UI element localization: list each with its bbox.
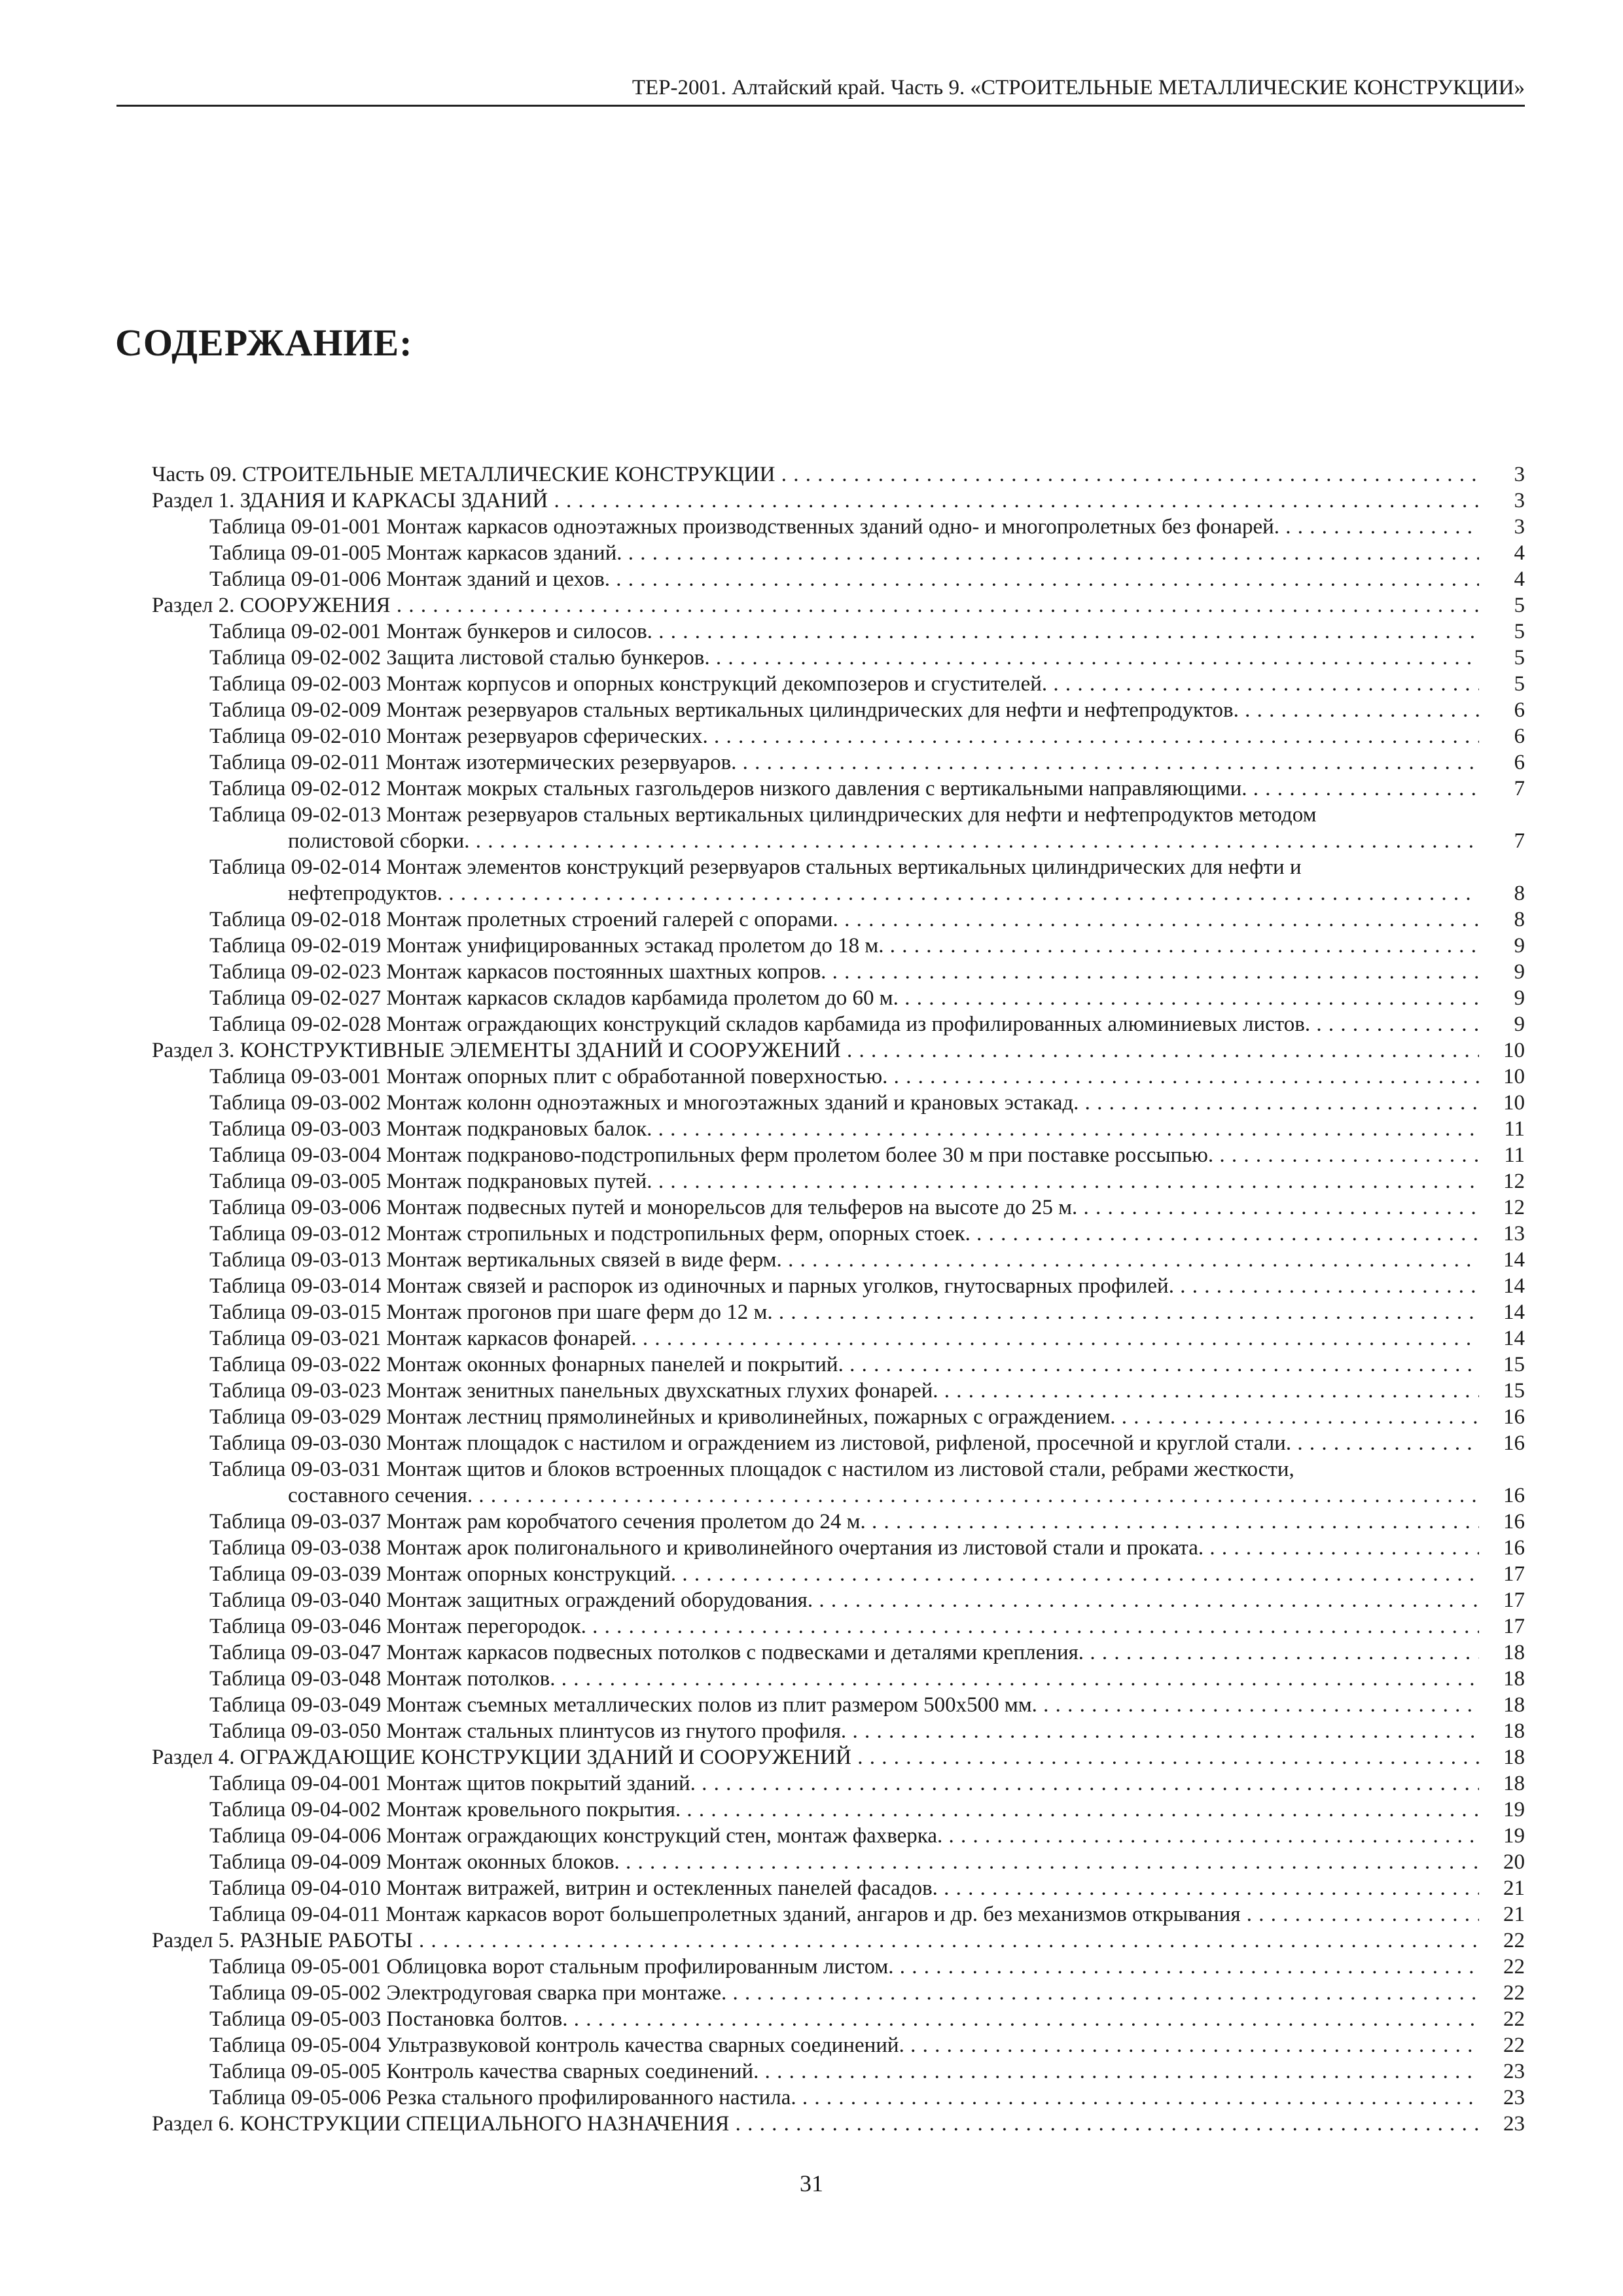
toc-entry-title: Раздел 6. КОНСТРУКЦИИ СПЕЦИАЛЬНОГО НАЗНАЧЕНИЯ . . . xyxy=(152,2111,1479,2137)
toc-page-number: 8 xyxy=(1479,906,1525,933)
toc-page-number: 4 xyxy=(1479,540,1525,566)
toc-table-entry[interactable] xyxy=(152,1797,1525,1823)
toc-page-number: 21 xyxy=(1479,1875,1525,1901)
toc-table-entry[interactable] xyxy=(152,619,1525,645)
toc-page-number: 7 xyxy=(1479,776,1525,802)
toc-entry-title: Таблица 09-02-011 Монтаж изотермических резервуаров. . . . xyxy=(209,749,1479,776)
toc-page-number: 19 xyxy=(1479,1797,1525,1823)
toc-table-entry[interactable] xyxy=(152,540,1525,566)
toc-page-number: 16 xyxy=(1479,1509,1525,1535)
toc-page-number: 10 xyxy=(1479,1090,1525,1116)
toc-page-number: 17 xyxy=(1479,1587,1525,1613)
toc-entry-title: Таблица 09-01-006 Монтаж зданий и цехов. . . . xyxy=(209,566,1479,592)
toc-page-number: 9 xyxy=(1479,959,1525,985)
toc-page-number: 23 xyxy=(1479,2058,1525,2085)
toc-table-entry[interactable] xyxy=(152,1535,1525,1561)
toc-table-entry[interactable] xyxy=(152,802,1525,854)
toc-table-entry[interactable] xyxy=(152,1613,1525,1640)
toc-entry-title: Таблица 09-01-005 Монтаж каркасов зданий. . . . xyxy=(209,540,1479,566)
toc-page-number: 18 xyxy=(1479,1718,1525,1744)
toc-table-entry[interactable] xyxy=(152,1666,1525,1692)
toc-table-entry[interactable] xyxy=(152,933,1525,959)
toc-entry-title: Таблица 09-03-030 Монтаж площадок с настилом и ограждением из листовой, рифленой, просечной и круглой стали. . . . xyxy=(209,1430,1479,1456)
toc-entry-title: Таблица 09-05-004 Ультразвуковой контроль качества сварных соединений. . . . xyxy=(209,2032,1479,2058)
toc-table-entry[interactable] xyxy=(152,2032,1525,2058)
toc-table-entry[interactable] xyxy=(152,1456,1525,1509)
toc-table-entry[interactable] xyxy=(152,1430,1525,1456)
toc-entry-title: Таблица 09-03-050 Монтаж стальных плинтусов из гнутого профиля. . . . xyxy=(209,1718,1479,1744)
toc-section-entry[interactable] xyxy=(152,1928,1525,1954)
toc-entry-title: Таблица 09-03-023 Монтаж зенитных панельных двухскатных глухих фонарей. . . . xyxy=(209,1378,1479,1404)
toc-page-number: 3 xyxy=(1479,488,1525,514)
toc-page-number: 5 xyxy=(1479,592,1525,619)
toc-page-number: 16 xyxy=(1479,1482,1525,1509)
toc-page-number: 22 xyxy=(1479,1980,1525,2006)
toc-entry-title: Таблица 09-05-006 Резка стального профилированного настила. . . . xyxy=(209,2085,1479,2111)
toc-section-entry[interactable] xyxy=(152,592,1525,619)
toc-entry-title: Таблица 09-05-001 Облицовка ворот стальным профилированным листом. . . . xyxy=(209,1954,1479,1980)
toc-table-entry[interactable] xyxy=(152,1090,1525,1116)
toc-page-number: 11 xyxy=(1479,1142,1525,1168)
toc-entry-title: Таблица 09-03-029 Монтаж лестниц прямолинейных и криволинейных, пожарных с ограждением. . . . xyxy=(209,1404,1479,1430)
toc-table-entry[interactable] xyxy=(152,985,1525,1011)
toc-table-entry[interactable] xyxy=(152,1509,1525,1535)
toc-table-entry[interactable] xyxy=(152,2006,1525,2032)
toc-page-number: 22 xyxy=(1479,1928,1525,1954)
toc-entry-title: Таблица 09-05-005 Контроль качества сварных соединений. . . . xyxy=(209,2058,1479,2085)
toc-entry-title: Таблица 09-03-013 Монтаж вертикальных связей в виде ферм. . . . xyxy=(209,1247,1479,1273)
toc-table-entry[interactable] xyxy=(152,671,1525,697)
toc-entry-title: Таблица 09-03-039 Монтаж опорных конструкций. . . . xyxy=(209,1561,1479,1587)
toc-table-entry[interactable] xyxy=(152,1718,1525,1744)
toc-entry-title: Таблица 09-03-040 Монтаж защитных ограждений оборудования. . . . xyxy=(209,1587,1479,1613)
toc-entry-title: Таблица 09-03-003 Монтаж подкрановых балок. . . . xyxy=(209,1116,1479,1142)
toc-page-number: 17 xyxy=(1479,1561,1525,1587)
toc-entry-title: Таблица 09-02-003 Монтаж корпусов и опорных конструкций декомпозеров и сгустителей. . . . xyxy=(209,671,1479,697)
toc-entry-title: Таблица 09-04-009 Монтаж оконных блоков. . . . xyxy=(209,1849,1479,1875)
toc-table-entry[interactable] xyxy=(152,1299,1525,1325)
toc-table-entry[interactable] xyxy=(152,1325,1525,1352)
toc-page-number: 15 xyxy=(1479,1352,1525,1378)
toc-table-entry[interactable] xyxy=(152,1640,1525,1666)
toc-entry-title: Таблица 09-02-010 Монтаж резервуаров сферических. . . . xyxy=(209,723,1479,749)
toc-entry-title: Таблица 09-03-004 Монтаж подкраново-подстропильных ферм пролетом более 30 м при поставке россыпью. . . . xyxy=(209,1142,1479,1168)
toc-page-number: 7 xyxy=(1479,828,1525,854)
toc-page-number: 8 xyxy=(1479,880,1525,906)
toc-page-number: 6 xyxy=(1479,749,1525,776)
toc-page-number: 5 xyxy=(1479,671,1525,697)
toc-page-number: 23 xyxy=(1479,2085,1525,2111)
toc-table-entry[interactable] xyxy=(152,1404,1525,1430)
toc-page-number: 10 xyxy=(1479,1064,1525,1090)
running-header: ТЕР-2001. Алтайский край. Часть 9. «СТРОИТЕЛЬНЫЕ МЕТАЛЛИЧЕСКИЕ КОНСТРУКЦИИ» xyxy=(116,71,1525,107)
toc-page-number: 17 xyxy=(1479,1613,1525,1640)
toc-table-entry[interactable] xyxy=(152,723,1525,749)
toc-page-number: 16 xyxy=(1479,1535,1525,1561)
toc-entry-title: Таблица 09-02-002 Защита листовой сталью бункеров. . . . xyxy=(209,645,1479,671)
toc-entry-title-continuation: полистовой сборки. . . . xyxy=(209,828,1479,854)
toc-entry-title: Таблица 09-04-006 Монтаж ограждающих конструкций стен, монтаж фахверка. . . . xyxy=(209,1823,1479,1849)
toc-entry-title: Таблица 09-03-038 Монтаж арок полигонального и криволинейного очертания из листовой стали и проката. . . . xyxy=(209,1535,1479,1561)
toc-page-number: 18 xyxy=(1479,1640,1525,1666)
toc-entry-title: Таблица 09-03-047 Монтаж каркасов подвесных потолков с подвесками и деталями крепления. . . . xyxy=(209,1640,1479,1666)
toc-entry-title: Таблица 09-04-002 Монтаж кровельного покрытия. . . . xyxy=(209,1797,1479,1823)
toc-page-number: 16 xyxy=(1479,1430,1525,1456)
toc-entry-title: Раздел 4. ОГРАЖДАЮЩИЕ КОНСТРУКЦИИ ЗДАНИЙ И СООРУЖЕНИЙ . . . xyxy=(152,1744,1479,1770)
toc-table-entry[interactable] xyxy=(152,776,1525,802)
toc-page-number: 19 xyxy=(1479,1823,1525,1849)
toc-entry-title: Раздел 5. РАЗНЫЕ РАБОТЫ . . . xyxy=(152,1928,1479,1954)
toc-section-entry[interactable] xyxy=(152,1744,1525,1770)
toc-page-number: 14 xyxy=(1479,1273,1525,1299)
toc-page-number: 14 xyxy=(1479,1325,1525,1352)
toc-page-number: 13 xyxy=(1479,1221,1525,1247)
toc-entry-title: Таблица 09-01-001 Монтаж каркасов одноэтажных производственных зданий одно- и многопролетных без фонарей. . . . xyxy=(209,514,1479,540)
toc-page-number: 6 xyxy=(1479,723,1525,749)
toc-entry-title: Таблица 09-04-001 Монтаж щитов покрытий зданий. . . . xyxy=(209,1770,1479,1797)
toc-table-entry[interactable] xyxy=(152,566,1525,592)
toc-entry-title: Таблица 09-02-027 Монтаж каркасов складов карбамида пролетом до 60 м. . . . xyxy=(209,985,1479,1011)
toc-table-entry[interactable] xyxy=(152,2058,1525,2085)
toc-page-number: 14 xyxy=(1479,1247,1525,1273)
toc-entry-title: Таблица 09-02-001 Монтаж бункеров и силосов. . . . xyxy=(209,619,1479,645)
toc-table-entry[interactable] xyxy=(152,1849,1525,1875)
toc-entry-title: Таблица 09-03-015 Монтаж прогонов при шаге ферм до 12 м. . . . xyxy=(209,1299,1479,1325)
toc-entry-title: Раздел 3. КОНСТРУКТИВНЫЕ ЭЛЕМЕНТЫ ЗДАНИЙ И СООРУЖЕНИЙ . . . xyxy=(152,1037,1479,1064)
page-number: 31 xyxy=(800,2170,823,2197)
toc-entry-title: Часть 09. СТРОИТЕЛЬНЫЕ МЕТАЛЛИЧЕСКИЕ КОНСТРУКЦИИ . . . xyxy=(152,461,1479,488)
toc-entry-title: Таблица 09-02-013 Монтаж резервуаров стальных вертикальных цилиндрических для нефти и нефтепродуктов методом xyxy=(209,803,1317,827)
toc-section-entry[interactable] xyxy=(152,461,1525,488)
toc-entry-title: Таблица 09-02-023 Монтаж каркасов постоянных шахтных копров. . . . xyxy=(209,959,1479,985)
toc-table-entry[interactable] xyxy=(152,1692,1525,1718)
toc-page-number: 18 xyxy=(1479,1770,1525,1797)
toc-entry-title: Таблица 09-03-001 Монтаж опорных плит с обработанной поверхностью. . . . xyxy=(209,1064,1479,1090)
toc-entry-title: Таблица 09-03-048 Монтаж потолков. . . . xyxy=(209,1666,1479,1692)
toc-page-number: 16 xyxy=(1479,1404,1525,1430)
toc-entry-title: Таблица 09-02-018 Монтаж пролетных строений галерей с опорами. . . . xyxy=(209,906,1479,933)
toc-page-number: 5 xyxy=(1479,645,1525,671)
toc-entry-title: Таблица 09-05-003 Постановка болтов. . . . xyxy=(209,2006,1479,2032)
toc-entry-title: Таблица 09-04-011 Монтаж каркасов ворот большепролетных зданий, ангаров и др. без механизмов открывания . . . xyxy=(209,1901,1479,1928)
toc-table-entry[interactable] xyxy=(152,1064,1525,1090)
toc-table-entry[interactable] xyxy=(152,1875,1525,1901)
toc-table-entry[interactable] xyxy=(152,749,1525,776)
toc-table-entry[interactable] xyxy=(152,906,1525,933)
toc-entry-title: Таблица 09-02-028 Монтаж ограждающих конструкций складов карбамида из профилированных алюминиевых листов. . . . xyxy=(209,1011,1479,1037)
toc-page-number: 3 xyxy=(1479,514,1525,540)
toc-table-entry[interactable] xyxy=(152,1901,1525,1928)
toc-table-entry[interactable] xyxy=(152,697,1525,723)
toc-table-entry[interactable] xyxy=(152,1273,1525,1299)
toc-entry-title-continuation: составного сечения. . . . xyxy=(209,1482,1479,1509)
toc-entry-title: Раздел 2. СООРУЖЕНИЯ . . . xyxy=(152,592,1479,619)
toc-page-number: 12 xyxy=(1479,1168,1525,1194)
toc-page-number: 18 xyxy=(1479,1744,1525,1770)
toc-page-number: 22 xyxy=(1479,1954,1525,1980)
toc-table-entry[interactable] xyxy=(152,1142,1525,1168)
toc-section-entry[interactable] xyxy=(152,488,1525,514)
toc-page-number: 11 xyxy=(1479,1116,1525,1142)
toc-table-entry[interactable] xyxy=(152,1378,1525,1404)
toc-section-entry[interactable] xyxy=(152,2111,1525,2137)
toc-entry-title: Таблица 09-03-049 Монтаж съемных металлических полов из плит размером 500х500 мм. . . . xyxy=(209,1692,1479,1718)
toc-page-number: 22 xyxy=(1479,2006,1525,2032)
toc-table-entry[interactable] xyxy=(152,1561,1525,1587)
toc-page-number: 18 xyxy=(1479,1666,1525,1692)
toc-page-number: 14 xyxy=(1479,1299,1525,1325)
toc-page-number: 20 xyxy=(1479,1849,1525,1875)
toc-entry-title: Таблица 09-04-010 Монтаж витражей, витрин и остекленных панелей фасадов. . . . xyxy=(209,1875,1479,1901)
page-title: СОДЕРЖАНИЕ: xyxy=(115,321,413,364)
table-of-contents xyxy=(152,461,1525,2137)
toc-table-entry[interactable] xyxy=(152,645,1525,671)
toc-page-number: 3 xyxy=(1479,461,1525,488)
toc-entry-title-continuation: нефтепродуктов. . . . xyxy=(209,880,1479,906)
toc-table-entry[interactable] xyxy=(152,1116,1525,1142)
toc-table-entry[interactable] xyxy=(152,1168,1525,1194)
toc-entry-title: Таблица 09-02-009 Монтаж резервуаров стальных вертикальных цилиндрических для нефти и нефтепродуктов. . . . xyxy=(209,697,1479,723)
toc-page-number: 9 xyxy=(1479,985,1525,1011)
toc-entry-title: Таблица 09-03-021 Монтаж каркасов фонарей. . . . xyxy=(209,1325,1479,1352)
toc-page-number: 15 xyxy=(1479,1378,1525,1404)
toc-entry-title: Таблица 09-03-046 Монтаж перегородок. . . . xyxy=(209,1613,1479,1640)
toc-page-number: 21 xyxy=(1479,1901,1525,1928)
toc-page-number: 10 xyxy=(1479,1037,1525,1064)
toc-page-number: 9 xyxy=(1479,933,1525,959)
toc-entry-title: Таблица 09-03-002 Монтаж колонн одноэтажных и многоэтажных зданий и крановых эстакад. . . . xyxy=(209,1090,1479,1116)
toc-table-entry[interactable] xyxy=(152,1011,1525,1037)
toc-entry-title: Таблица 09-02-012 Монтаж мокрых стальных газгольдеров низкого давления с вертикальными направляющими. . . . xyxy=(209,776,1479,802)
toc-table-entry[interactable] xyxy=(152,1247,1525,1273)
toc-entry-title: Таблица 09-03-014 Монтаж связей и распорок из одиночных и парных уголков, гнутосварных профилей. . . . xyxy=(209,1273,1479,1299)
toc-entry-title: Таблица 09-03-006 Монтаж подвесных путей и монорельсов для тельферов на высоте до 25 м. . . . xyxy=(209,1194,1479,1221)
toc-page-number: 5 xyxy=(1479,619,1525,645)
toc-entry-title: Таблица 09-03-037 Монтаж рам коробчатого сечения пролетом до 24 м. . . . xyxy=(209,1509,1479,1535)
toc-page-number: 18 xyxy=(1479,1692,1525,1718)
toc-table-entry[interactable] xyxy=(152,854,1525,906)
toc-table-entry[interactable] xyxy=(152,1587,1525,1613)
toc-page-number: 12 xyxy=(1479,1194,1525,1221)
toc-table-entry[interactable] xyxy=(152,1221,1525,1247)
toc-table-entry[interactable] xyxy=(152,1980,1525,2006)
toc-entry-title: Таблица 09-03-005 Монтаж подкрановых путей. . . . xyxy=(209,1168,1479,1194)
toc-entry-title: Таблица 09-02-014 Монтаж элементов конструкций резервуаров стальных вертикальных цилиндрических для нефти и xyxy=(209,855,1302,879)
toc-table-entry[interactable] xyxy=(152,1194,1525,1221)
toc-table-entry[interactable] xyxy=(152,1954,1525,1980)
toc-entry-title: Таблица 09-02-019 Монтаж унифицированных эстакад пролетом до 18 м. . . . xyxy=(209,933,1479,959)
toc-entry-title: Таблица 09-03-022 Монтаж оконных фонарных панелей и покрытий. . . . xyxy=(209,1352,1479,1378)
toc-table-entry[interactable] xyxy=(152,1352,1525,1378)
toc-entry-title: Таблица 09-03-031 Монтаж щитов и блоков встроенных площадок с настилом из листовой стали, ребрами жесткости, xyxy=(209,1458,1294,1481)
toc-page-number: 23 xyxy=(1479,2111,1525,2137)
toc-table-entry[interactable] xyxy=(152,959,1525,985)
toc-table-entry[interactable] xyxy=(152,514,1525,540)
toc-entry-title: Таблица 09-05-002 Электродуговая сварка при монтаже. . . . xyxy=(209,1980,1479,2006)
toc-table-entry[interactable] xyxy=(152,2085,1525,2111)
toc-table-entry[interactable] xyxy=(152,1770,1525,1797)
toc-page-number: 6 xyxy=(1479,697,1525,723)
toc-page-number: 22 xyxy=(1479,2032,1525,2058)
toc-entry-title: Таблица 09-03-012 Монтаж стропильных и подстропильных ферм, опорных стоек. . . . xyxy=(209,1221,1479,1247)
toc-page-number: 9 xyxy=(1479,1011,1525,1037)
toc-entry-title: Раздел 1. ЗДАНИЯ И КАРКАСЫ ЗДАНИЙ . . . xyxy=(152,488,1479,514)
toc-section-entry[interactable] xyxy=(152,1037,1525,1064)
toc-page-number: 4 xyxy=(1479,566,1525,592)
toc-table-entry[interactable] xyxy=(152,1823,1525,1849)
